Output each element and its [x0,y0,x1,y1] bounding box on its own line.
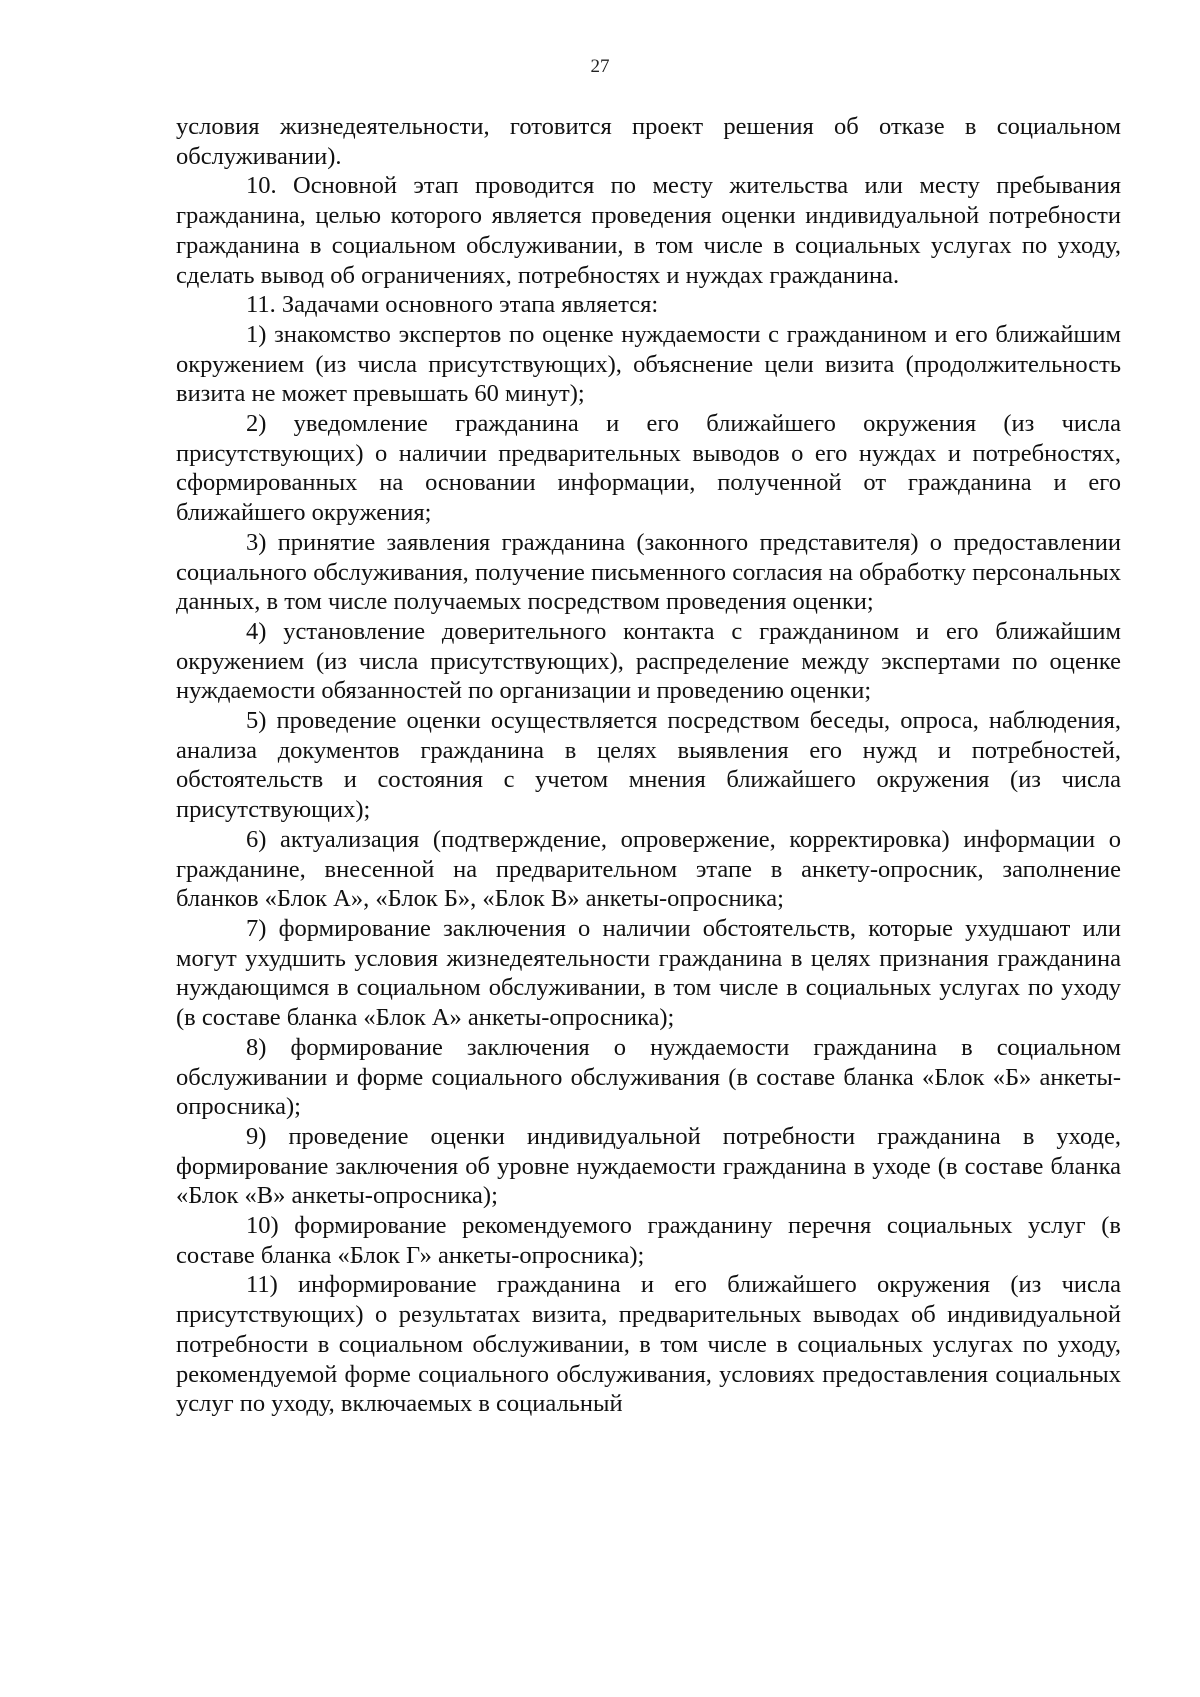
list-item-4: 4) установление доверительного контакта с гражданином и его ближайшим окружением (из числа присутствующих), распределение между экспертами по оценке нуждаемости обязанностей по организации и проведению оценки; [176,617,1121,705]
page-number: 27 [590,56,610,77]
list-item-2: 2) уведомление гражданина и его ближайшего окружения (из числа присутствующих) о наличии предварительных выводов о его нуждах и потребностях, сформированных на основании информации, полученной от гражданина и его ближайшего окружения; [176,410,1121,527]
list-item-5: 5) проведение оценки осуществляется посредством беседы, опроса, наблюдения, анализа документов гражданина в целях выявления его нужд и потребностей, обстоятельств и состояния с учетом мнения ближайшего окружения (из числа присутствующих); [176,707,1121,824]
list-item-1: 1) знакомство экспертов по оценке нуждаемости с гражданином и его ближайшим окружением (из числа присутствующих), объяснение цели визита (продолжительность визита не может превышать 60 минут); [176,320,1121,408]
list-item-8: 8) формирование заключения о нуждаемости гражданина в социальном обслуживании и форме социального обслуживания (в составе бланка «Блок «Б» анкеты-опросника); [176,1033,1121,1121]
list-item-9: 9) проведение оценки индивидуальной потребности гражданина в уходе, формирование заключения об уровне нуждаемости гражданина в уходе (в составе бланка «Блок «В» анкеты-опросника); [176,1122,1121,1210]
list-item-3: 3) принятие заявления гражданина (законного представителя) о предоставлении социального обслуживания, получение письменного согласия на обработку персональных данных, в том числе получаемых посредством проведения оценки; [176,528,1121,616]
list-item-10: 10) формирование рекомендуемого гражданину перечня социальных услуг (в составе бланка «Блок Г» анкеты-опросника); [176,1212,1121,1269]
paragraph-continuation: условия жизнедеятельности, готовится проект решения об отказе в социальном обслуживании). [176,113,1121,170]
list-item-6: 6) актуализация (подтверждение, опровержение, корректировка) информации о гражданине, внесенной на предварительном этапе в анкету-опросник, заполнение бланков «Блок А», «Блок Б», «Блок В» анкеты-опросника; [176,825,1121,913]
paragraph-main-stage: 10. Основной этап проводится по месту жительства или месту пребывания гражданина, целью которого является проведения оценки индивидуальной потребности гражданина в социальном обслуживании, в том числе в социальных услугах по уходу, сделать вывод об ограничениях, потребностях и нуждах гражданина. [176,172,1121,289]
list-item-7: 7) формирование заключения о наличии обстоятельств, которые ухудшают или могут ухудшить условия жизнедеятельности гражданина в целях признания гражданина нуждающимся в социальном обслуживании, в том числе в социальных услугах по уходу (в составе бланка «Блок А» анкеты-опросника); [176,914,1121,1032]
paragraph-tasks-heading: 11. Задачами основного этапа является: [246,291,659,319]
list-item-11: 11) информирование гражданина и его ближайшего окружения (из числа присутствующих) о результатах визита, предварительных выводах об индивидуальной потребности в социальном обслуживании, в том числе в социальных услугах по уходу, рекомендуемой форме социального обслуживания, условиях предоставления социальных услуг по уходу, включаемых в социальный [176,1271,1121,1418]
document-body [176,112,1121,1419]
